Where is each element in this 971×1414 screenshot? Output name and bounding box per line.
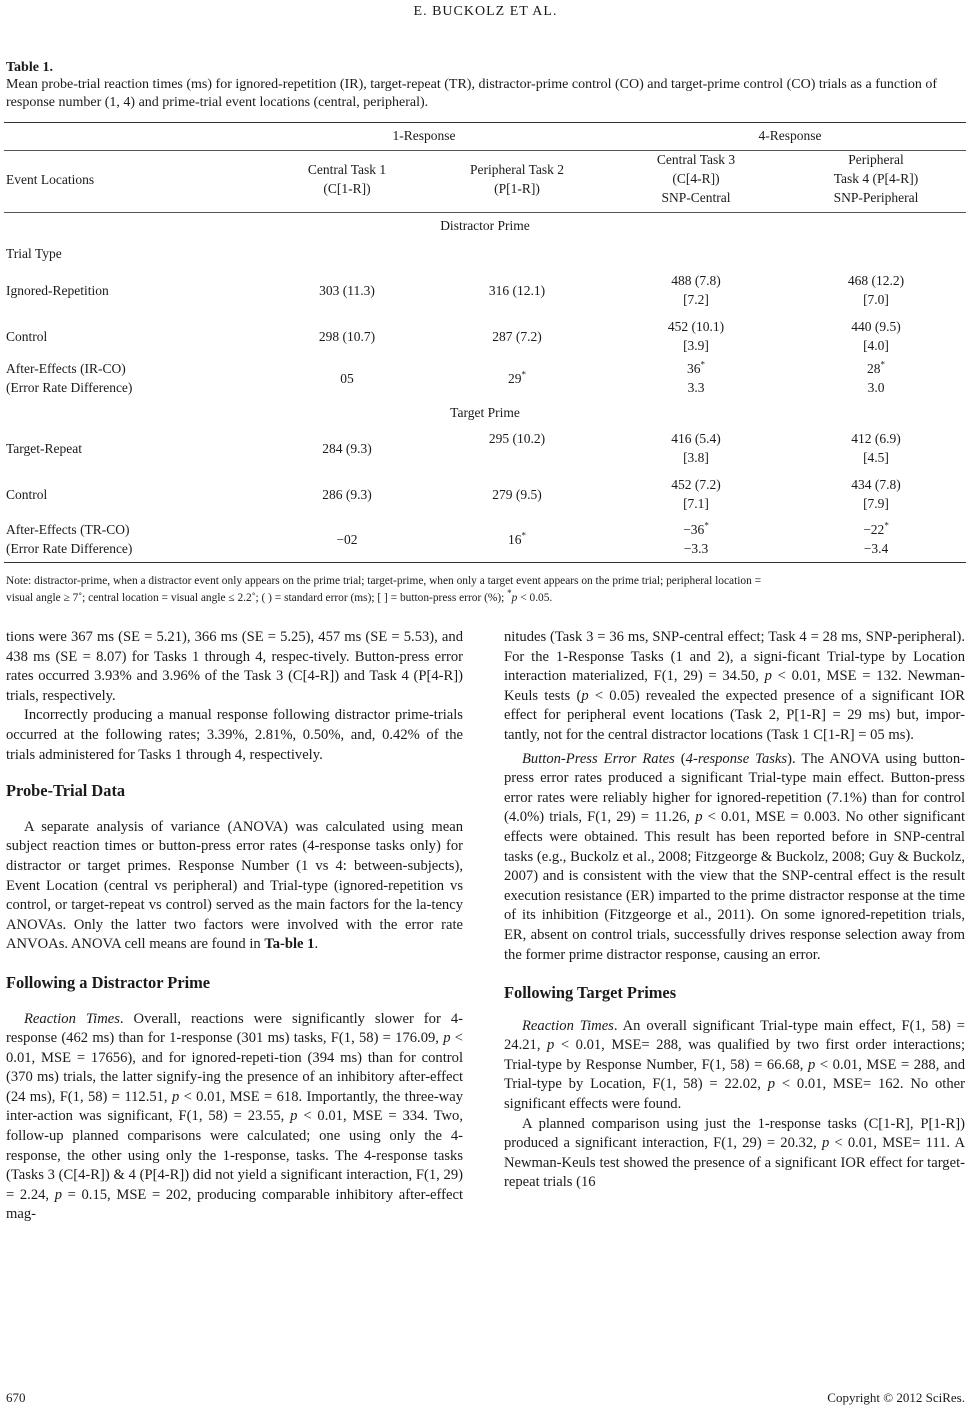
paragraph: tions were 367 ms (SE = 5.21), 366 ms (SE = 5.25), 457 ms (SE = 5.53), and 438 ms (SE = 8.07) for Tasks 1 through 4, respec-tively. Button-press error rates occurred 3.93% and 3.96% of the Task 3 (C[4-R]) and Task 4 (P[4-R]) trials, respectively. [6,629,463,704]
stub-header: Event Locations [6,172,95,187]
trial-type-label: Trial Type [6,246,62,261]
column-header-task-1: Central Task 1 (C[1-R]) [307,162,387,196]
column-header-task-2: Peripheral Task 2 (P[1-R]) [469,162,565,196]
paragraph: A planned comparison using just the 1-response tasks (C[1-R], P[1-R]) produced a significant interaction, F(1, 29) = 20.32, p < 0.01, MSE= 111. A Newman-Keuls test showed the presence of a significant IOR effect for target-repeat trials (16 [504,1115,965,1191]
table-cell: 284 (9.3) [322,441,372,456]
paragraph: Incorrectly producing a manual response following distractor prime-trials occurred at the following rates; 3.39%, 2.81%, 0.50%, and, 0.42% of the trials administered for Tasks 1 through 4, respectively. [6,707,463,763]
table-cell: −02 [336,532,358,547]
table-cell: 316 (12.1) [488,283,546,298]
table-cell: 295 (10.2) [488,431,546,446]
table-rule-bottom [4,562,966,563]
left-column [6,628,463,1225]
column-header-task-4: Peripheral Task 4 (P[4-R]) SNP-Peripheral [833,152,919,205]
copyright: Copyright © 2012 SciRes. [827,1390,965,1405]
table-cell: 279 (9.5) [492,487,542,502]
paragraph: Reaction Times. Overall, reactions were significantly slower for 4-response (462 ms) than for 1-response (301 ms) tasks, F(1, 58) = 176.09, p < 0.01, MSE = 17656), and for ignored-repeti-tion (394 ms) than for control (370 ms) trials, the latter signify-ing the presence of an inhibitory after-effect (24 ms), F(1, 58) = 112.51, p < 0.01, MSE = 618. Importantly, the three-way inter-action was significant, F(1, 58) = 23.55, p < 0.01, MSE = 334. Two, follow-up planned comparisons were calculated; one using only the 4-response, the other using only the 1-response, tasks. The 4-response tasks (Tasks 3 (C[4-R]) & 4 (P[4-R]) did not yield a significant interaction, F(1, 29) = 2.24, p = 0.15, MSE = 202, producing comparable inhibitory after-effect mag- [6,1010,464,1223]
running-head: E. BUCKOLZ ET AL. [413,4,558,19]
table-cell: 36* 3.3 [687,359,705,395]
section-target-prime: Target Prime [450,405,520,420]
paragraph: Reaction Times. An overall significant Trial-type main effect, F(1, 58) = 24.21, p < 0.01, MSE= 288, was qualified by two first order interactions; Trial-type by Response Number, F(1, 58) = 66.68, p < 0.01, MSE = 288, and Trial-type by Location, F(1, 58) = 22.02, p < 0.01, MSE= 162. No other significant effects were found. [504,1017,965,1113]
section-heading: Following Target Primes [504,983,677,1003]
table-cell: 287 (7.2) [492,329,542,344]
table-cell: 452 (7.2) [7.1] [671,477,721,511]
table-caption: Mean probe-trial reaction times (ms) for ignored-repetition (IR), target-repeat (TR), distractor-prime control (CO) and target-prime control (CO) trials as a function of response number (1, 4) and prime-trial event locations (central, peripheral). [6,77,938,110]
table-cell: 05 [340,371,354,386]
table-cell: 452 (10.1) [3.9] [667,319,725,353]
table-rule-top [4,122,966,123]
row-label-target-repeat: Target-Repeat [6,441,83,456]
table-cell: 434 (7.8) [7.9] [851,477,901,511]
group-header-1-response: 1-Response [392,128,456,143]
page-number: 670 [6,1390,26,1405]
section-heading: Probe-Trial Data [6,781,126,801]
table-cell: −36* −3.3 [683,520,709,556]
section-heading: Following a Distractor Prime [6,972,211,992]
right-column [504,628,965,1193]
group-header-4-response: 4-Response [758,128,822,143]
table-cell: 298 (10.7) [318,329,376,344]
table-cell: 29* [508,369,526,386]
paragraph: nitudes (Task 3 = 36 ms, SNP-central effect; Task 4 = 28 ms, SNP-peripheral). For the 1-Response Tasks (1 and 2), a signi-ficant Trial-type by Location interaction materialized, F(1, 29) = 34.50, p < 0.01, MSE = 132. Newman-Keuls tests (p < 0.05) revealed the expected presence of a significant IOR effect for peripheral event locations (Task 2, P[1-R] = 29 ms) but, impor-tantly, not for the central distractor locations (Task 1 C[1-R] = 05 ms). [504,629,965,743]
row-label-aftereffects-ir-co: After-Effects (IR-CO) (Error Rate Difference) [6,361,133,395]
table-cell: 16* [508,530,526,547]
table-rule-header [4,212,966,213]
table-cell: 303 (11.3) [319,283,375,298]
column-header-task-3: Central Task 3 (C[4-R]) SNP-Central [656,152,736,205]
paragraph: A separate analysis of variance (ANOVA) was calculated using mean subject reaction times or button-press error rates (4-response tasks only) for distractor or target primes. Response Number (1 vs 4: between-subjects), Event Location (central vs peripheral) and Trial-type (ignored-repetition vs control, or target-repeat vs control) served as the main factors for the la-tency ANOVAs. Only the latter two factors were involved with the error rate ANVOAs. ANOVA cell means are found in Ta-ble 1. [6,818,463,953]
table-cell: 416 (5.4) [3.8] [671,431,721,465]
table-cell: 468 (12.2) [7.0] [847,273,905,307]
section-distractor-prime: Distractor Prime [440,218,530,233]
row-label-control: Control [6,329,48,344]
row-label-aftereffects-tr-co: After-Effects (TR-CO) (Error Rate Difference) [6,522,133,556]
table-title: Table 1. [6,60,53,75]
table-cell: 28* 3.0 [867,359,885,395]
table-cell: −22* −3.4 [863,520,889,556]
table-cell: 286 (9.3) [322,487,372,502]
paragraph: Button-Press Error Rates (4-response Tasks). The ANOVA using button-press error rates produced a significant Trial-type main effect. Button-press error rates were reliably higher for ignored-repetition (7.1%) than for control (4.0%) trials, F(1, 29) = 11.26, p < 0.01, MSE = 0.003. No other significant effects were obtained. This result has been reported before in SNP-central tasks (e.g., Buckolz et al., 2008; Fitzgeorge & Buckolz, 2008; Guy & Buckolz, 2007) and is consistent with the view that the SNP-central effect is the result execution resistance (ER) imparted to the prime distractor response at the time of its inhibition (Fitzgeorge et al., 2011). On some ignored-repetition trials, ER, absent on control trials, successfully drives response selection away from the former prime distractor response, causing an error. [504,750,966,963]
table-note: Note: distractor-prime, when a distractor event only appears on the prime trial; target-prime, when only a target event appears on the prime trial; peripheral location = visual angle ≥ 7˚; central location = visual angle ≤ 2.2˚; ( ) = standard error (ms); [ ] = button-press error (%); *p < 0.05. [6,575,762,604]
row-label-control: Control [6,487,48,502]
table-cell: 412 (6.9) [4.5] [851,431,901,465]
table-cell: 488 (7.8) [7.2] [671,273,721,307]
table-cell: 440 (9.5) [4.0] [851,319,901,353]
row-label-ignored-repetition: Ignored-Repetition [6,283,109,298]
